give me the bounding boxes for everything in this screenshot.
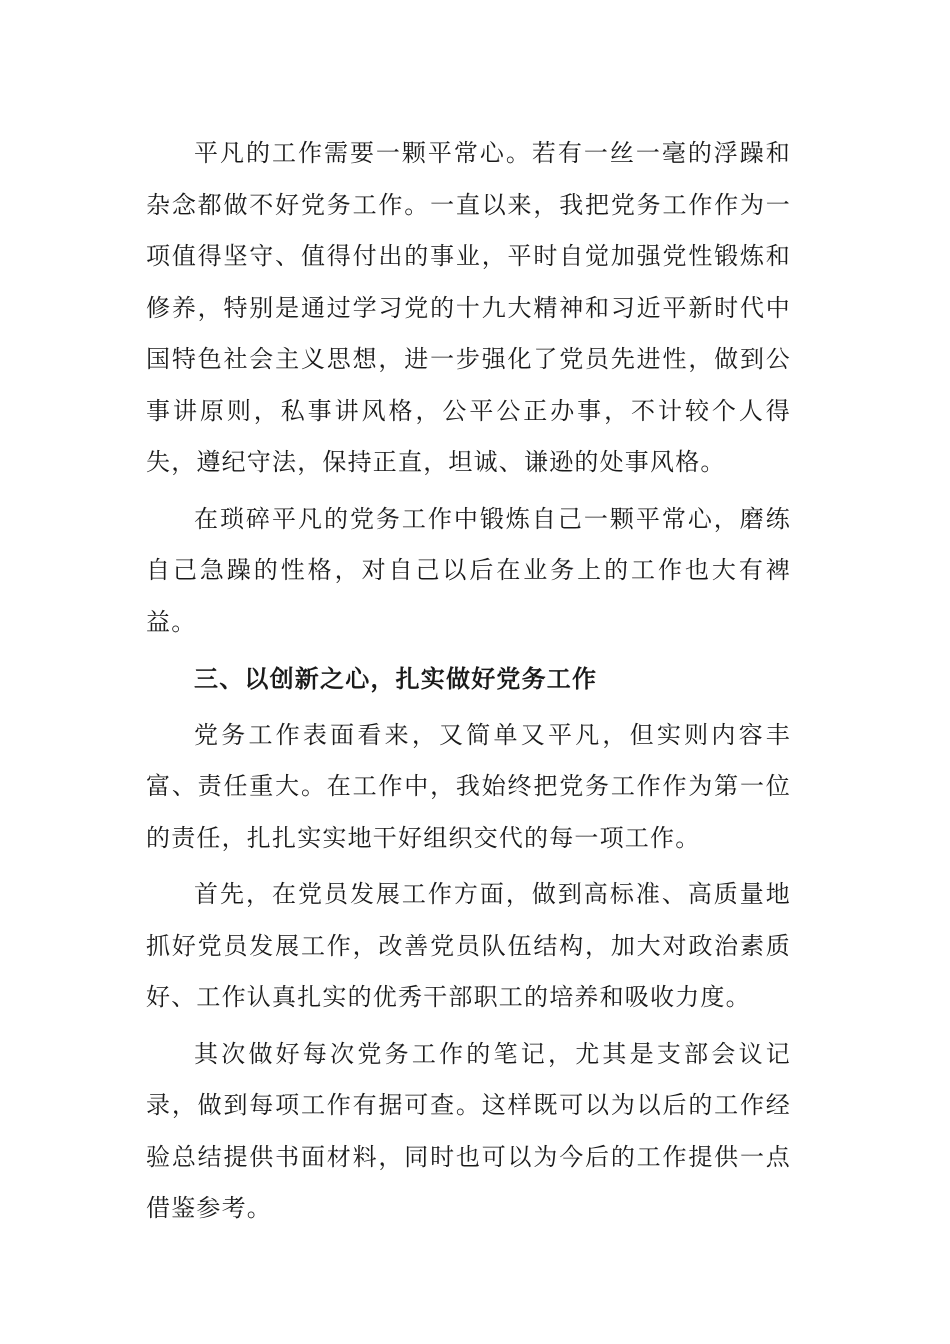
- paragraph-ordinary-mind: 平凡的工作需要一颗平常心。若有一丝一毫的浮躁和杂念都做不好党务工作。一直以来，我把党务工作作为一项值得坚守、值得付出的事业，平时自觉加强党性锻炼和修养，特别是通过学习党的十九大精神和习近平新时代中国特色社会主义思想，进一步强化了党员先进性，做到公事讲原则，私事讲风格，公平公正办事，不计较个人得失，遵纪守法，保持正直，坦诚、谦逊的处事风格。: [146, 139, 791, 476]
- paragraph-member-development: 首先，在党员发展工作方面，做到高标准、高质量地抓好党员发展工作，改善党员队伍结构，加大对政治素质好、工作认真扎实的优秀干部职工的培养和吸收力度。: [146, 880, 791, 1011]
- document-page: [146, 128, 791, 1240]
- paragraph-temper: 在琐碎平凡的党务工作中锻炼自己一颗平常心，磨练自己急躁的性格，对自己以后在业务上的工作也大有裨益。: [146, 504, 791, 636]
- section-heading: 三、以创新之心，扎实做好党务工作: [194, 664, 598, 693]
- paragraph-party-work: 党务工作表面看来，又简单又平凡，但实则内容丰富、责任重大。在工作中，我始终把党务工作作为第一位的责任，扎扎实实地干好组织交代的每一项工作。: [146, 720, 791, 852]
- paragraph-notes-records: 其次做好每次党务工作的笔记，尤其是支部会议记录，做到每项工作有据可查。这样既可以为以后的工作经验总结提供书面材料，同时也可以为今后的工作提供一点借鉴参考。: [146, 1039, 791, 1222]
